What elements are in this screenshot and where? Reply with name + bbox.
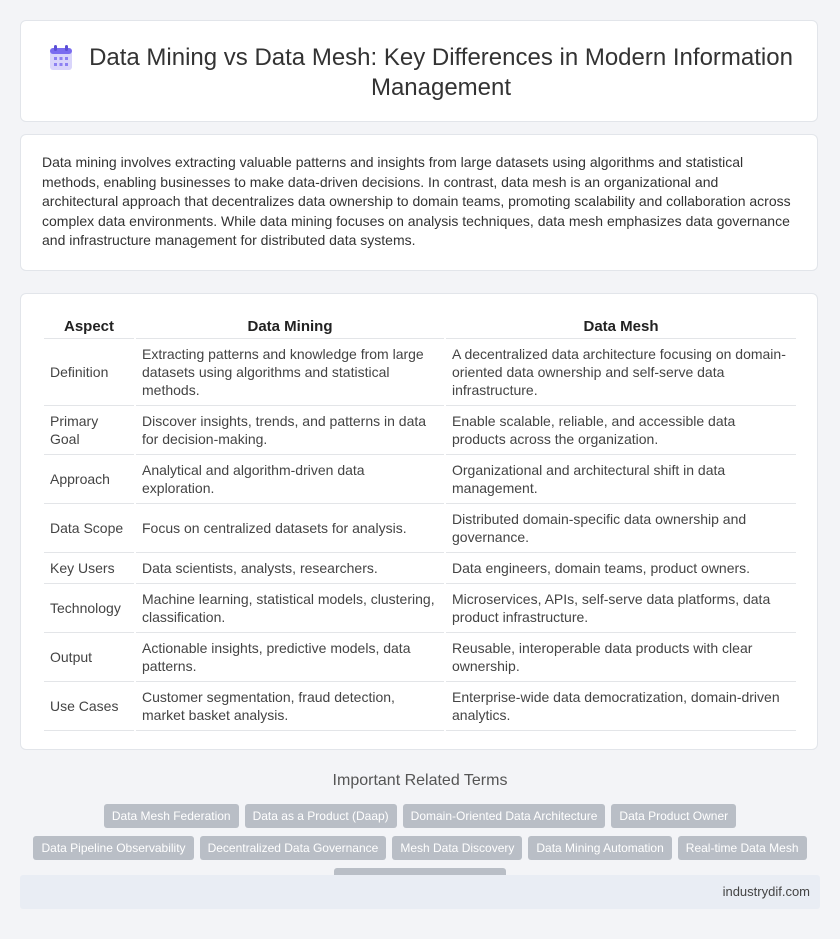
data-mesh-cell: Enable scalable, reliable, and accessible data products across the organization. bbox=[446, 406, 796, 455]
related-term-tag[interactable]: Data Pipeline Observability bbox=[33, 836, 193, 860]
comparison-table bbox=[42, 316, 798, 731]
data-mesh-cell: Organizational and architectural shift in data management. bbox=[446, 455, 796, 504]
related-term-tag[interactable]: Data Product Owner bbox=[611, 804, 736, 828]
aspect-cell: Use Cases bbox=[44, 682, 134, 731]
aspect-cell: Definition bbox=[44, 339, 134, 406]
aspect-cell: Data Scope bbox=[44, 504, 134, 553]
data-mining-cell: Data scientists, analysts, researchers. bbox=[136, 553, 444, 584]
table-row bbox=[44, 584, 796, 633]
title-card bbox=[20, 20, 818, 122]
data-mining-cell: Focus on centralized datasets for analysis. bbox=[136, 504, 444, 553]
aspect-cell: Output bbox=[44, 633, 134, 682]
table-row bbox=[44, 553, 796, 584]
related-term-tag[interactable]: Real-time Data Mesh bbox=[678, 836, 807, 860]
data-mesh-cell: Reusable, interoperable data products with clear ownership. bbox=[446, 633, 796, 682]
comparison-card bbox=[20, 293, 818, 750]
table-row bbox=[44, 682, 796, 731]
aspect-cell: Technology bbox=[44, 584, 134, 633]
table-row bbox=[44, 504, 796, 553]
intro-card bbox=[20, 134, 818, 271]
data-mining-cell: Discover insights, trends, and patterns in data for decision-making. bbox=[136, 406, 444, 455]
header-aspect: Aspect bbox=[44, 316, 134, 339]
related-terms-heading: Important Related Terms bbox=[332, 772, 508, 789]
table-header-row bbox=[44, 316, 796, 339]
footer bbox=[20, 875, 820, 909]
related-term-tag[interactable]: Mesh Data Discovery bbox=[392, 836, 522, 860]
data-mesh-cell: A decentralized data architecture focusing on domain-oriented data ownership and self-serve data infrastructure. bbox=[446, 339, 796, 406]
data-mining-cell: Extracting patterns and knowledge from large datasets using algorithms and statistical methods. bbox=[136, 339, 444, 406]
header-data-mesh: Data Mesh bbox=[446, 316, 796, 339]
data-mesh-cell: Enterprise-wide data democratization, domain-driven analytics. bbox=[446, 682, 796, 731]
aspect-cell: Key Users bbox=[44, 553, 134, 584]
data-mesh-cell: Data engineers, domain teams, product owners. bbox=[446, 553, 796, 584]
related-term-tag[interactable]: Domain-Oriented Data Architecture bbox=[403, 804, 606, 828]
footer-site-link[interactable]: industrydif.com bbox=[722, 884, 810, 899]
data-mining-cell: Actionable insights, predictive models, data patterns. bbox=[136, 633, 444, 682]
related-term-tag[interactable]: Decentralized Data Governance bbox=[200, 836, 387, 860]
related-term-tag[interactable]: Data Mesh Federation bbox=[104, 804, 239, 828]
aspect-cell: Approach bbox=[44, 455, 134, 504]
header-data-mining: Data Mining bbox=[136, 316, 444, 339]
table-row bbox=[44, 455, 796, 504]
related-term-tag[interactable]: Data Mining Automation bbox=[528, 836, 671, 860]
data-mining-cell: Customer segmentation, fraud detection, market basket analysis. bbox=[136, 682, 444, 731]
data-mesh-cell: Distributed domain-specific data ownership and governance. bbox=[446, 504, 796, 553]
related-term-tag[interactable]: Data as a Product (Daap) bbox=[245, 804, 397, 828]
data-mining-cell: Analytical and algorithm-driven data exploration. bbox=[136, 455, 444, 504]
intro-paragraph: Data mining involves extracting valuable patterns and insights from large datasets using algorithms and statistical methods, enabling businesses to make data-driven decisions. In contrast, data mesh is an organizational and architectural approach that decentralizes data ownership to domain teams, promoting scalability and collaboration across complex data environments. While data mining focuses on analysis techniques, data mesh emphasizes data governance and infrastructure management for distributed data systems. bbox=[42, 154, 791, 249]
page-title: Data Mining vs Data Mesh: Key Differences in Modern Information Management bbox=[89, 44, 793, 101]
aspect-cell: Primary Goal bbox=[44, 406, 134, 455]
table-row bbox=[44, 406, 796, 455]
table-row bbox=[44, 339, 796, 406]
data-mining-cell: Machine learning, statistical models, clustering, classification. bbox=[136, 584, 444, 633]
table-row bbox=[44, 633, 796, 682]
data-mesh-cell: Microservices, APIs, self-serve data platforms, data product infrastructure. bbox=[446, 584, 796, 633]
